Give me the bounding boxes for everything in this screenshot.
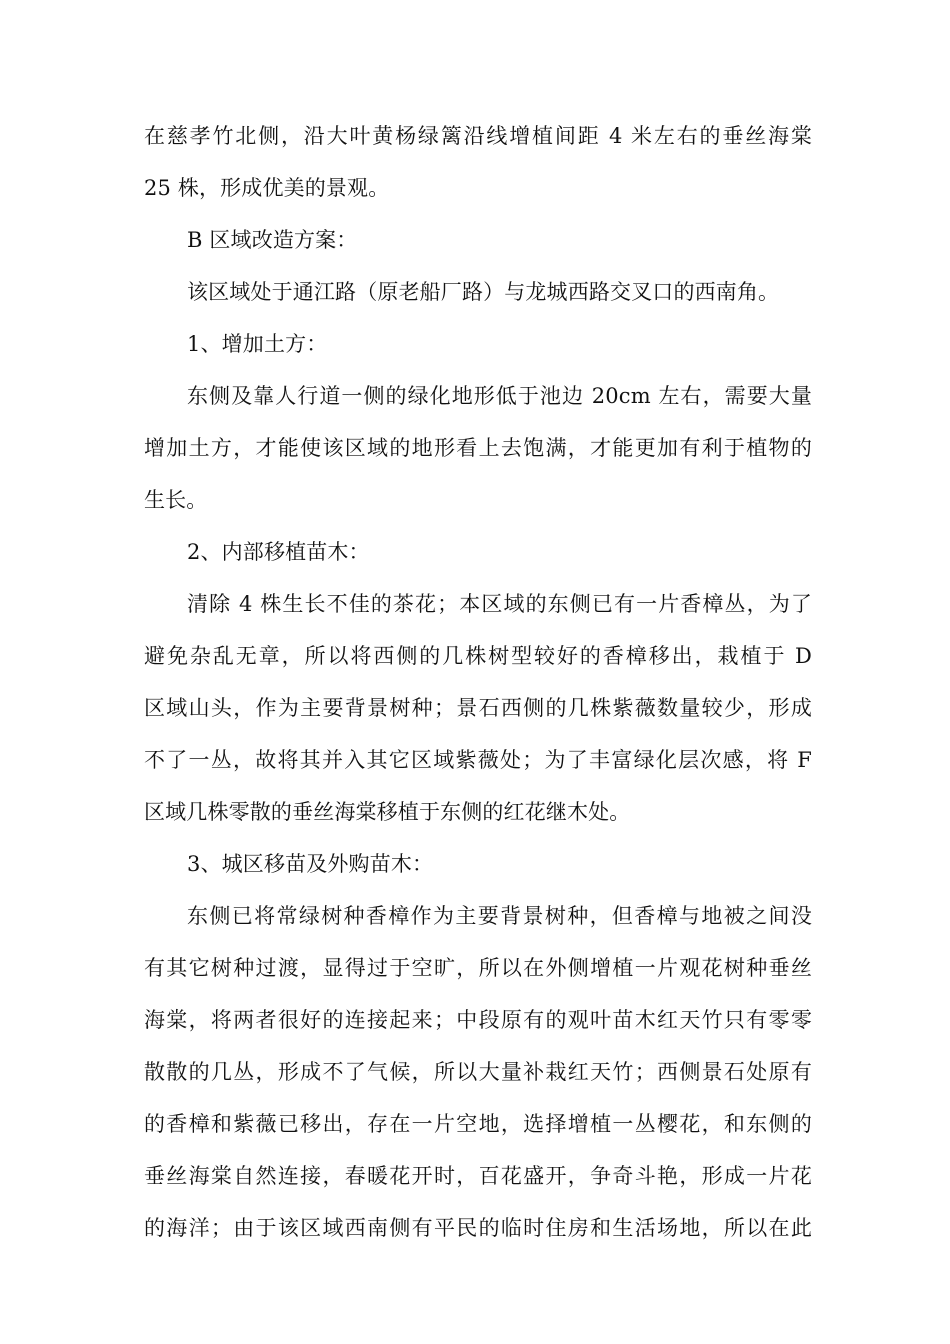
subsection-heading: 2、内部移植苗木：	[187, 540, 370, 564]
paragraph-line: 有其它树种过渡，显得过于空旷，所以在外侧增植一片观花树种垂丝	[144, 956, 812, 980]
paragraph-line: 的海洋；由于该区域西南侧有平民的临时住房和生活场地，所以在此	[144, 1216, 812, 1240]
document-body	[144, 118, 812, 1262]
paragraph-line: 清除 4 株生长不佳的茶花；本区域的东侧已有一片香樟丛，为了	[187, 592, 812, 616]
paragraph-line: 25 株，形成优美的景观。	[144, 176, 390, 200]
paragraph-line: 避免杂乱无章，所以将西侧的几株树型较好的香樟移出，栽植于 D	[144, 644, 812, 668]
paragraph-line: 生长。	[144, 488, 208, 512]
paragraph-line: 垂丝海棠自然连接，春暖花开时，百花盛开，争奇斗艳，形成一片花	[144, 1164, 812, 1188]
paragraph-line: 在慈孝竹北侧，沿大叶黄杨绿篱沿线增植间距 4 米左右的垂丝海棠	[144, 124, 812, 148]
paragraph-line: 东侧及靠人行道一侧的绿化地形低于池边 20cm 左右，需要大量	[187, 384, 812, 408]
subsection-heading: 1、增加土方：	[187, 332, 328, 356]
subsection-heading: 3、城区移苗及外购苗木：	[187, 852, 434, 876]
section-heading: B 区域改造方案：	[187, 228, 358, 252]
paragraph-line: 东侧已将常绿树种香樟作为主要背景树种，但香樟与地被之间没	[187, 904, 812, 928]
paragraph-line: 区域几株零散的垂丝海棠移植于东侧的红花继木处。	[144, 800, 631, 824]
paragraph-line: 海棠，将两者很好的连接起来；中段原有的观叶苗木红天竹只有零零	[144, 1008, 812, 1032]
paragraph-line: 区域山头，作为主要背景树种；景石西侧的几株紫薇数量较少，形成	[144, 696, 812, 720]
paragraph-line: 的香樟和紫薇已移出，存在一片空地，选择增植一丛樱花，和东侧的	[144, 1112, 812, 1136]
paragraph-line: 该区域处于通江路（原老船厂路）与龙城西路交叉口的西南角。	[187, 280, 780, 304]
paragraph-line: 不了一丛，故将其并入其它区域紫薇处；为了丰富绿化层次感，将 F	[144, 748, 812, 772]
paragraph-line: 散散的几丛，形成不了气候，所以大量补栽红天竹；西侧景石处原有	[144, 1060, 812, 1084]
paragraph-line: 增加土方，才能使该区域的地形看上去饱满，才能更加有利于植物的	[144, 436, 812, 460]
